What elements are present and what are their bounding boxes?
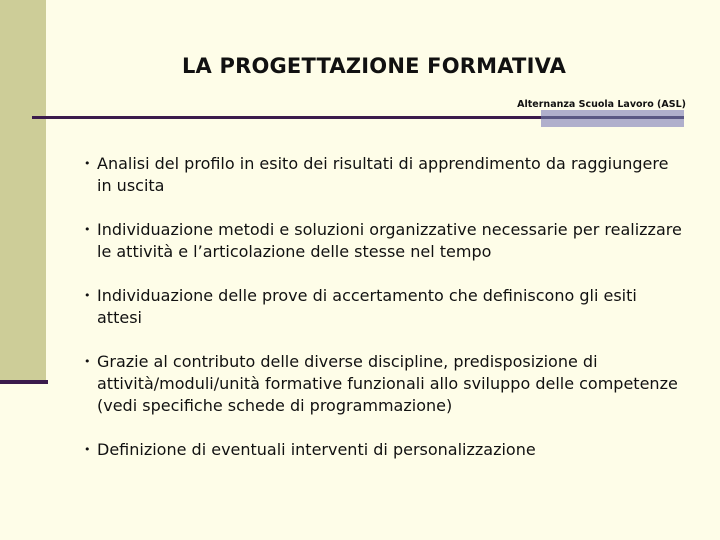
slide-title: LA PROGETTAZIONE FORMATIVA: [181, 54, 567, 78]
bullet-icon: •: [84, 443, 91, 456]
bullet-item: [84, 285, 684, 329]
bullet-text: Individuazione metodi e soluzioni organizzative necessarie per realizzare le attività e l’articolazione delle stesse nel tempo: [97, 220, 682, 261]
header-accent-line: [541, 116, 684, 119]
bullet-text: Definizione di eventuali interventi di personalizzazione: [97, 440, 536, 459]
bullet-list: [84, 153, 684, 483]
bullet-icon: •: [84, 157, 91, 170]
bullet-text: Grazie al contributo delle diverse discipline, predisposizione di attività/moduli/unità formative funzionali allo sviluppo delle competenze (vedi specifiche schede di programmazione): [97, 352, 678, 415]
bullet-item: [84, 351, 684, 417]
bullet-icon: •: [84, 289, 91, 302]
bullet-icon: •: [84, 223, 91, 236]
bullet-text: Individuazione delle prove di accertamento che definiscono gli esiti attesi: [97, 286, 637, 327]
bullet-text: Analisi del profilo in esito dei risultati di apprendimento da raggiungere in uscita: [97, 154, 669, 195]
left-accent-line: [0, 380, 48, 384]
slide-subtitle: Alternanza Scuola Lavoro (ASL): [517, 99, 686, 110]
bullet-item: [84, 153, 684, 197]
bullet-icon: •: [84, 355, 91, 368]
bullet-item: [84, 219, 684, 263]
bullet-item: [84, 439, 684, 461]
